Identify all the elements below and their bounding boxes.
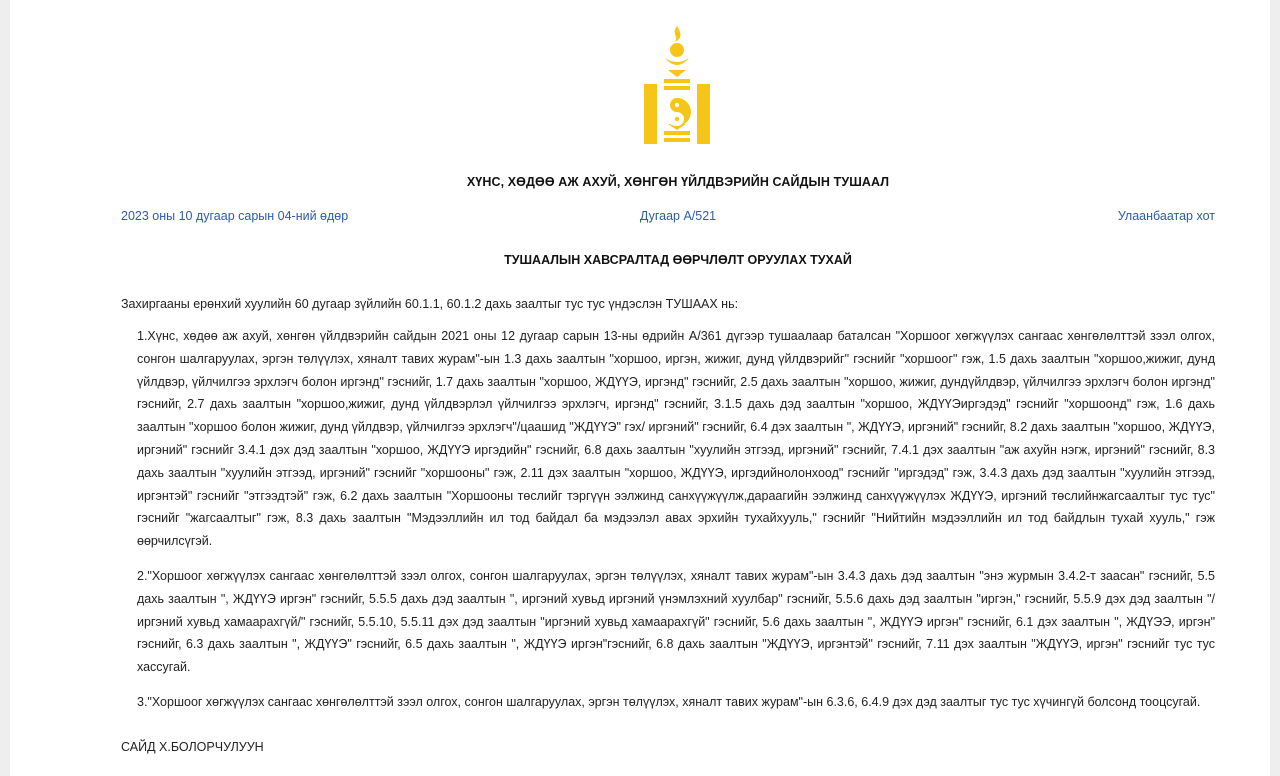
- document-page: [10, 0, 1270, 776]
- document-number: Дугаар А/521: [639, 209, 717, 223]
- document-subject: ТУШААЛЫН ХАВСРАЛТАД ӨӨРЧЛӨЛТ ОРУУЛАХ ТУХАЙ: [504, 253, 852, 267]
- order-item-3: 3."Хоршоог хөгжүүлэх сангаас хөнгөлөлттэй зээл олгох, сонгон шалгаруулах, эргэн төлүүлэх, хяналт тавих журам"-ын 6.3.6, 6.4.9 дэх дэд заалтыг тус тус хүчингүй болсонд тооцсугай.: [137, 694, 1201, 709]
- document-preamble: Захиргааны ерөнхий хуулийн 60 дугаар зүйлийн 60.1.1, 60.1.2 дахь заалтыг тус тус үндэслэн ТУШААХ нь:: [121, 297, 739, 311]
- document-date: 2023 оны 10 дугаар сарын 04-ний өдөр: [121, 209, 349, 223]
- order-item-1: 1.Хүнс, хөдөө аж ахуй, хөнгөн үйлдвэрийн сайдын 2021 оны 12 дугаар сарын 13-ны өдрийн А/361 дүгээр тушаалаар баталсан "Хоршоог хөгжүүлэх сангаас хөнгөлөлттэй зээл олгох, сонгон шалгаруулах, эргэн төлүүлэх, хяналт тавих журам"-ын 1.3 дахь заалтын "хоршоо, иргэн, жижиг, дунд үйлдвэрийг" гэснийг "хоршоог" гэж, 1.5 дахь заалтын "хоршоо,жижиг, дунд үйлдвэр, үйлчилгээ эрхлэгч болон иргэнд" гэснийг, 1.7 дахь заалтын "хоршоо, ЖДҮҮЭ, иргэнд" гэснийг, 2.5 дахь заалтын "хоршоо, жижиг, дундүйлдвэр, үйлчилгээ эрхлэгч болон иргэнд" гэснийг, 2.7 дахь заалтын "хоршоо,жижиг, дунд үйлдвэрлэл үйлчилгээ эрхлэгч, иргэнд" гэснийг, 3.1.5 дахь дэд заалтын "хоршоо, ЖДҮҮЭиргэдэд" гэснийг "хоршоонд" гэж, 1.6 дахь заалтын "хоршоо болон жижиг, дунд үйлдвэр, үйлчилгээ эрхлэгч"/цаашид "ЖДҮҮЭ" гэх/ иргэний" гэснийг, 6.4 дэх заалтын ", ЖДҮҮЭ, иргэний" гэснийг, 8.2 дахь заалтын "хоршоо, ЖДҮҮЭ, иргэний" гэснийг 3.4.1 дэх дэд заалтын "хоршоо, ЖДҮҮЭ иргэдийн" гэснийг, 6.8 дахь заалтын "хуулийн этгээд, иргэний" гэснийг, 7.4.1 дэх заалтын "аж ахуйн нэгж, иргэний" гэснийг, 8.3 дахь заалтын "хуулийн этгээд, иргэний" гэснийг "хоршооны" гэж, 2.11 дэх заалтын "хоршоо, ЖДҮҮЭ, иргэдийнолонхоод" гэснийг "иргэдэд" гэж, 3.4.3 дахь дэд заалтын "хуулийн этгээд, иргэнтэй" гэснийг "этгээдтэй" гэж, 6.2 дахь заалтын "Хоршооны төслийг тэргүүн ээлжинд санхүүжүүлж,дараагийн ээлжинд санхүүжүүлэх ЖДҮҮЭ, иргэний төслийнжагсаалтыг тус тус" гэснийг "жагсаалтыг" гэж, 8.3 дахь заалтын "Мэдээллийн ил тод байдал ба мэдээлэл авах эрхийн тухайхууль," гэснийг "Нийтийн мэдээллийн ил тод байдлын тухай хууль," гэж өөрчилсүгэй.: [137, 329, 1215, 549]
- document-city: Улаанбаатар хот: [1117, 209, 1215, 223]
- document-meta: [121, 209, 1215, 225]
- order-items: [137, 325, 1215, 726]
- order-item-2: 2."Хоршоог хөгжүүлэх сангаас хөнгөлөлттэй зээл олгох, сонгон шалгаруулах, эргэн төлүүлэх, хяналт тавих журам"-ын 3.4.3 дахь дэд заалтын "энэ журмын 3.4.2-т заасан" гэснийг, 5.5 дахь заалтын ", ЖДҮҮЭ иргэн" гэснийг, 5.5.5 дахь дэд заалтын ", иргэний хувьд иргэний үнэмлэхний хуулбар" гэснийг, 5.5.6 дахь дэд заалтын "иргэн," гэснийг, 5.5.9 дэх дэд заалтын "/иргэний хувьд хамаарахгүй/" гэснийг, 5.5.10, 5.5.11 дэх дэд заалтын "иргэний хувьд хамаарахгүй" гэснийг, 5.6 дахь заалтын ", ЖДҮҮЭ иргэн" гэснийг, 6.1 дэх заалтын ", ЖДҮЭЭ, иргэн" гэснийг, 6.3 дахь заалтын ", ЖДҮҮЭ" гэснийг, 6.5 дахь заалтын ", ЖДҮҮЭ иргэн"гэснийг, 6.8 дахь заалтын "ЖДҮҮЭ, иргэнтэй" гэснийг, 7.11 дэх заалтын "ЖДҮҮЭ, иргэн" гэснийг тус тус хассугай.: [137, 568, 1215, 675]
- document-title: ХҮНС, ХӨДӨӨ АЖ АХУЙ, ХӨНГӨН ҮЙЛДВЭРИЙН САЙДЫН ТУШААЛ: [466, 175, 890, 189]
- soyombo-emblem-icon: [643, 24, 711, 148]
- signature: САЙД Х.БОЛОРЧУЛУУН: [121, 740, 264, 754]
